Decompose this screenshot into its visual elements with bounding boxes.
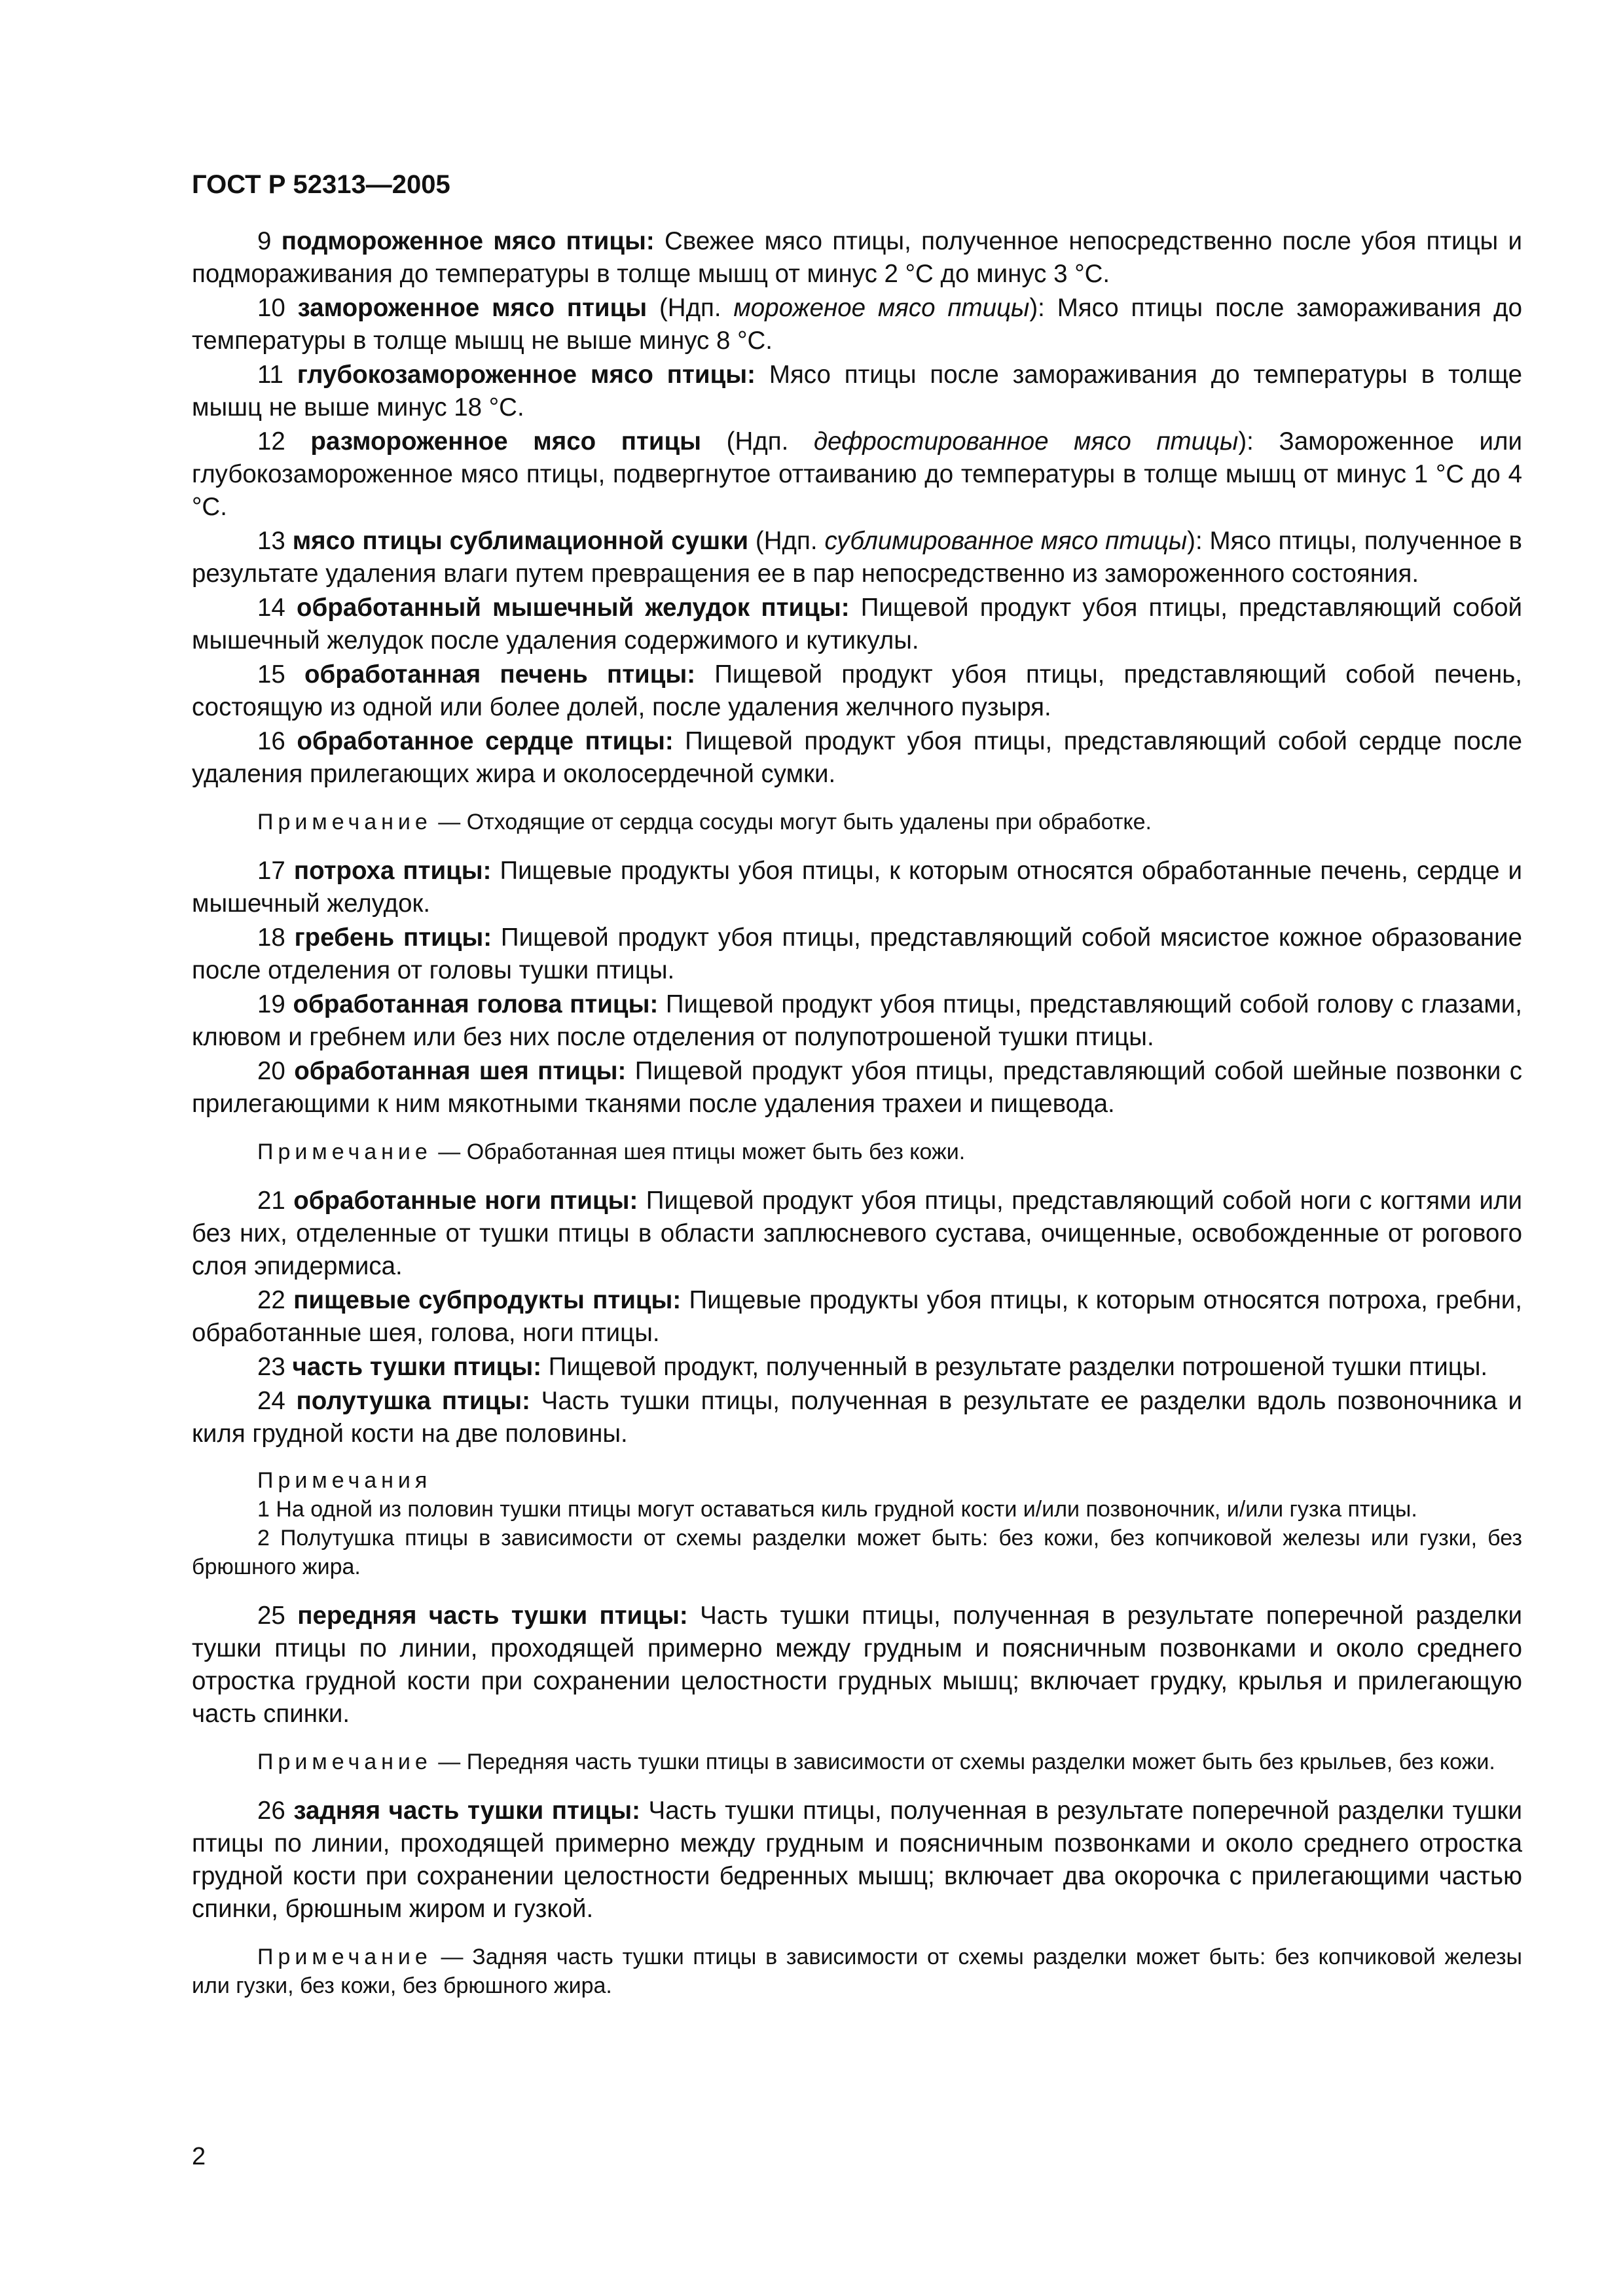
term-deprecated-synonym: дефростированное мясо птицы <box>813 427 1239 456</box>
term-entry <box>192 855 1522 920</box>
term-definition: Мясо птицы, полученное в результате удаления влаги путем превращения ее в пар непосредственно из замороженного состояния. <box>192 527 1522 588</box>
term-number: 21 <box>257 1187 285 1215</box>
term-name: замороженное мясо птицы <box>297 294 647 322</box>
term-name: обработанная голова птицы: <box>293 990 659 1018</box>
term-definition: Часть тушки птицы, полученная в результате поперечной разделки тушки птицы по линии, проходящей примерно между грудным и поясничным позвонками и около среднего отростка грудной кости при сохранении целостности бедренных мышц; включает два окорочка с прилегающими частью спинки, брюшным жиром и гузкой. <box>192 1797 1522 1923</box>
term-definition: Замороженное или глубокозамороженное мясо птицы, подвергнутое оттаиванию до температуры в толще мышц от минус 1 °С до 4 °С. <box>192 427 1522 521</box>
term-entry <box>192 1795 1522 1926</box>
term-name: глубокозамороженное мясо птицы: <box>297 361 756 389</box>
note-text: Отходящие от сердца сосуды могут быть удалены при обработке. <box>466 810 1152 834</box>
note-item: 2 Полутушка птицы в зависимости от схемы разделки может быть: без кожи, без копчиковой железы или гузки, без брюшного жира. <box>192 1526 1522 1579</box>
term-entry <box>192 525 1522 590</box>
document-header: ГОСТ Р 52313—2005 <box>192 170 450 199</box>
term-deprecated-suffix: ): <box>1238 427 1254 456</box>
term-definition: Свежее мясо птицы, полученное непосредственно после убоя птицы и подмораживания до температуры в толще мышц от минус 2 °С до минус 3 °С. <box>192 227 1522 288</box>
term-number: 15 <box>257 660 285 689</box>
term-definition: Часть тушки птицы, полученная в результате поперечной разделки тушки птицы по линии, проходящей примерно между грудным и поясничным позвонками и около среднего отростка грудной кости при сохранении целостности грудных мышц; включает грудку, крылья и прилегающую часть спинки. <box>192 1602 1522 1728</box>
term-definition: Мясо птицы после замораживания до температуры в толще мышц не выше минус 18 °С. <box>192 361 1522 422</box>
term-number: 13 <box>257 527 285 555</box>
term-name: задняя часть тушки птицы: <box>293 1797 640 1825</box>
term-definition: Пищевой продукт убоя птицы, представляющий собой мясистое кожное образование после отделения от головы тушки птицы. <box>192 924 1522 984</box>
term-definition: Пищевой продукт убоя птицы, представляющий собой мышечный желудок после удаления содержимого и кутикулы. <box>192 594 1522 655</box>
term-definition: Пищевой продукт убоя птицы, представляющий собой печень, состоящую из одной или более долей, после удаления желчного пузыря. <box>192 660 1522 721</box>
term-entry <box>192 1284 1522 1350</box>
note-text: Обработанная шея птицы может быть без кожи. <box>466 1139 966 1164</box>
notes-label: Примечания <box>257 1468 432 1493</box>
note-label: Примечание <box>257 1749 432 1774</box>
term-deprecated-suffix: ): <box>1187 527 1203 555</box>
term-name: обработанная шея птицы: <box>294 1057 627 1085</box>
term-entry <box>192 592 1522 657</box>
term-entry <box>192 1600 1522 1731</box>
term-name: полутушка птицы: <box>296 1387 530 1415</box>
term-name: обработанное сердце птицы: <box>297 727 674 755</box>
term-number: 14 <box>257 594 285 622</box>
term-deprecated-prefix: (Ндп. <box>701 427 814 456</box>
term-name: часть тушки птицы: <box>292 1353 542 1381</box>
term-number: 25 <box>257 1602 285 1630</box>
term-number: 10 <box>257 294 285 322</box>
term-definition: Пищевой продукт убоя птицы, представляющий собой ноги с когтями или без них, отделенные от тушки птицы в области заплюсневого сустава, очищенные, освобожденные от рогового слоя эпидермиса. <box>192 1187 1522 1280</box>
term-definition: Пищевой продукт, полученный в результате разделки потрошеной тушки птицы. <box>541 1353 1488 1381</box>
term-number: 17 <box>257 857 285 885</box>
note-text: Задняя часть тушки птицы в зависимости от схемы разделки может быть: без копчиковой железы или гузки, без кожи, без брюшного жира. <box>192 1945 1522 1998</box>
term-name: мясо птицы сублимационной сушки <box>292 527 749 555</box>
note-item: 1 На одной из половин тушки птицы могут оставаться киль грудной кости и/или позвоночник, и/или гузка птицы. <box>257 1497 1417 1522</box>
term-name: обработанная печень птицы: <box>304 660 696 689</box>
term-name: обработанный мышечный желудок птицы: <box>297 594 850 622</box>
term-deprecated-suffix: ): <box>1029 294 1045 322</box>
term-number: 22 <box>257 1286 285 1314</box>
term-deprecated-synonym: сублимированное мясо птицы <box>824 527 1188 555</box>
term-name: пищевые субпродукты птицы: <box>293 1286 682 1314</box>
term-entry <box>192 1385 1522 1450</box>
term-name: обработанные ноги птицы: <box>293 1187 638 1215</box>
term-name: размороженное мясо птицы <box>310 427 702 456</box>
term-name: передняя часть тушки птицы: <box>297 1602 688 1630</box>
term-definition: Часть тушки птицы, полученная в результате ее разделки вдоль позвоночника и киля грудной кости на две половины. <box>192 1387 1522 1448</box>
term-entry <box>192 425 1522 524</box>
term-entry <box>192 922 1522 987</box>
term-number: 18 <box>257 924 285 952</box>
term-number: 12 <box>257 427 285 456</box>
term-entry <box>192 1185 1522 1283</box>
term-number: 9 <box>257 227 272 255</box>
term-number: 11 <box>257 361 283 389</box>
term-definition: Мясо птицы после замораживания до температуры в толще мышц не выше минус 8 °С. <box>192 294 1522 355</box>
term-deprecated-prefix: (Ндп. <box>647 294 734 322</box>
document-page <box>192 169 1522 2018</box>
note: Примечание — Задняя часть тушки птицы в зависимости от схемы разделки может быть: без копчиковой железы или гузки, без кожи, без брюшного жира. <box>192 1945 1522 1998</box>
note-text: Передняя часть тушки птицы в зависимости от схемы разделки может быть без крыльев, без кожи. <box>466 1749 1495 1774</box>
term-number: 16 <box>257 727 285 755</box>
note: Примечание — Передняя часть тушки птицы в зависимости от схемы разделки может быть без крыльев, без кожи. <box>257 1749 1495 1774</box>
note: Примечание — Отходящие от сердца сосуды могут быть удалены при обработке. <box>257 810 1152 834</box>
note-label: Примечание <box>257 810 432 834</box>
term-entry <box>192 359 1522 424</box>
term-number: 24 <box>257 1387 285 1415</box>
term-number: 20 <box>257 1057 285 1085</box>
note: Примечание — Обработанная шея птицы может быть без кожи. <box>257 1139 966 1164</box>
term-definition: Пищевые продукты убоя птицы, к которым относятся потроха, гребни, обработанные шея, голова, ноги птицы. <box>192 1286 1522 1347</box>
term-entry <box>192 725 1522 791</box>
term-entry <box>192 658 1522 724</box>
note-label: Примечание <box>257 1139 432 1164</box>
terms-list <box>192 225 1522 2000</box>
term-definition: Пищевой продукт убоя птицы, представляющий собой сердце после удаления прилегающих жира и околосердечной сумки. <box>192 727 1522 788</box>
page-number: 2 <box>192 2143 206 2170</box>
term-entry <box>192 292 1522 357</box>
term-definition: Пищевой продукт убоя птицы, представляющий собой голову с глазами, клювом и гребнем или без них после отделения от полупотрошеной тушки птицы. <box>192 990 1522 1051</box>
term-name: подмороженное мясо птицы: <box>281 227 655 255</box>
term-definition: Пищевой продукт убоя птицы, представляющий собой шейные позвонки с прилегающими к ним мякотными тканями после удаления трахеи и пищевода. <box>192 1057 1522 1118</box>
term-entry <box>192 1055 1522 1121</box>
term-entry <box>192 1351 1522 1384</box>
term-entry <box>192 225 1522 291</box>
term-number: 26 <box>257 1797 285 1825</box>
term-deprecated-prefix: (Ндп. <box>748 527 825 555</box>
note-label: Примечание <box>257 1945 432 1969</box>
term-entry <box>192 988 1522 1054</box>
term-deprecated-synonym: мороженое мясо птицы <box>733 294 1030 322</box>
term-number: 23 <box>257 1353 285 1381</box>
term-name: гребень птицы: <box>294 924 492 952</box>
notes-block <box>192 1466 1522 1581</box>
term-definition: Пищевые продукты убоя птицы, к которым относятся обработанные печень, сердце и мышечный желудок. <box>192 857 1522 918</box>
term-number: 19 <box>257 990 285 1018</box>
term-name: потроха птицы: <box>293 857 492 885</box>
